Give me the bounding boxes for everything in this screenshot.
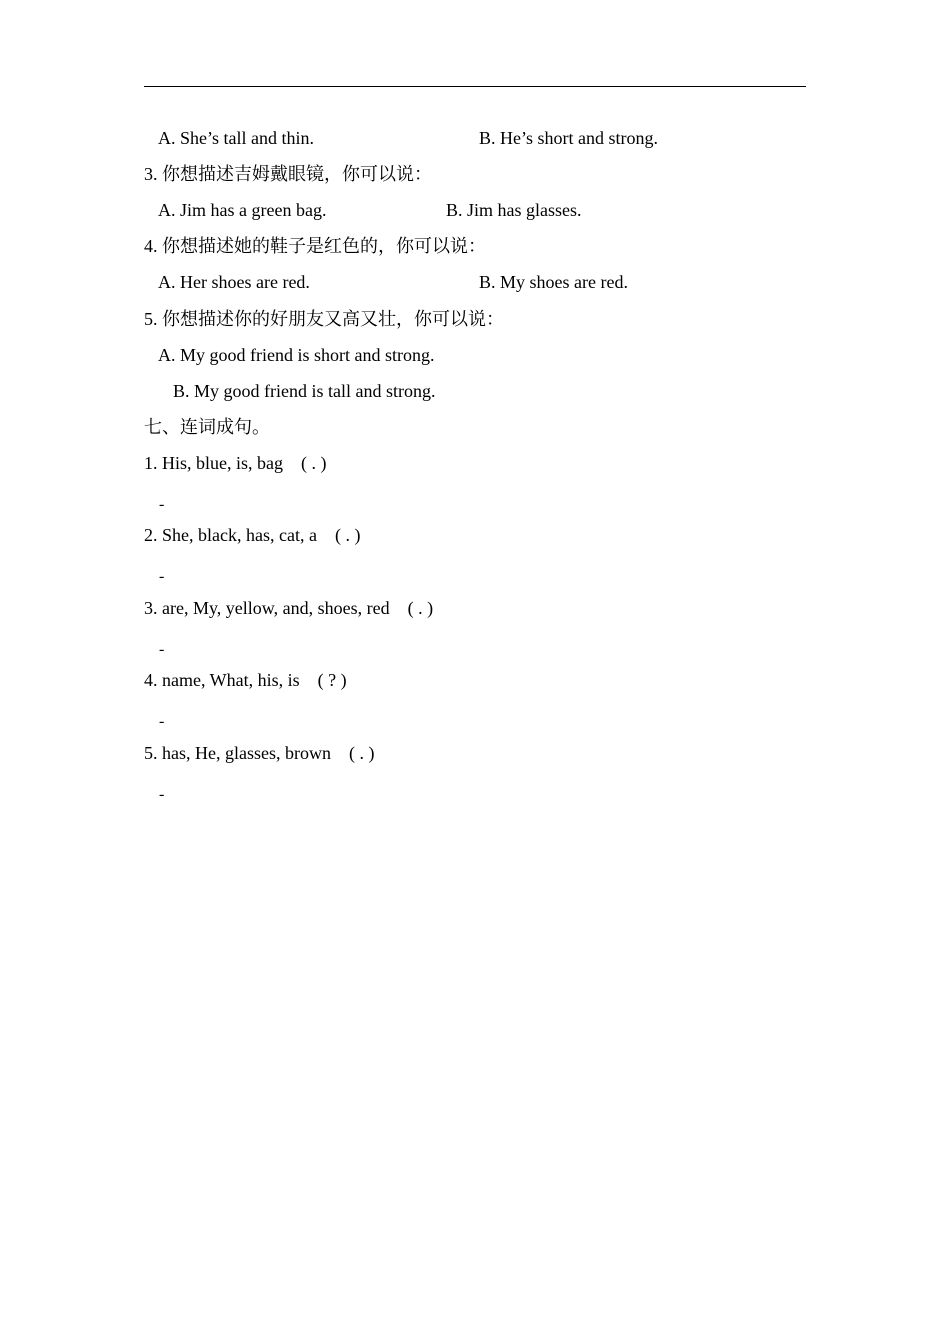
answer-line-3: - (159, 641, 165, 658)
sentence-words: 1. His, blue, is, bag (144, 453, 283, 473)
q2-option-b: B. He’s short and strong. (479, 128, 658, 148)
answer-line-1: - (159, 496, 165, 513)
q5-option-a: A. My good friend is short and strong. (158, 345, 435, 365)
sentence-punctuation: ( . ) (348, 743, 375, 763)
sentence-item-2 (144, 524, 360, 546)
q2-option-a: A. She’s tall and thin. (158, 128, 314, 148)
sentence-punctuation: ( ? ) (317, 670, 347, 690)
header-rule (144, 86, 806, 87)
sentence-item-4 (144, 669, 347, 691)
sentence-words: 4. name, What, his, is (144, 670, 300, 690)
answer-line-5: - (159, 786, 165, 803)
sentence-words: 2. She, black, has, cat, a (144, 525, 317, 545)
sentence-words: 3. are, My, yellow, and, shoes, red (144, 598, 390, 618)
sentence-punctuation: ( . ) (334, 525, 361, 545)
q3-option-a: A. Jim has a green bag. (158, 200, 327, 220)
q4-option-a: A. Her shoes are red. (158, 272, 310, 292)
sentence-item-1 (144, 452, 327, 474)
q3-prompt: 3. 你想描述吉姆戴眼镜，你可以说： (144, 164, 432, 184)
answer-line-4: - (159, 713, 165, 730)
sentence-punctuation: ( . ) (301, 453, 327, 473)
sentence-item-3 (144, 597, 433, 619)
q4-option-b: B. My shoes are red. (479, 272, 628, 292)
sentence-punctuation: ( . ) (407, 598, 434, 618)
sentence-item-5 (144, 742, 374, 764)
q5-option-b: B. My good friend is tall and strong. (173, 381, 436, 401)
sentence-words: 5. has, He, glasses, brown (144, 743, 331, 763)
answer-line-2: - (159, 568, 165, 585)
section-7-title: 七、连词成句。 (144, 417, 270, 437)
q5-prompt: 5. 你想描述你的好朋友又高又壮，你可以说： (144, 309, 504, 329)
q4-prompt: 4. 你想描述她的鞋子是红色的，你可以说： (144, 236, 486, 256)
q3-option-b: B. Jim has glasses. (446, 200, 582, 220)
